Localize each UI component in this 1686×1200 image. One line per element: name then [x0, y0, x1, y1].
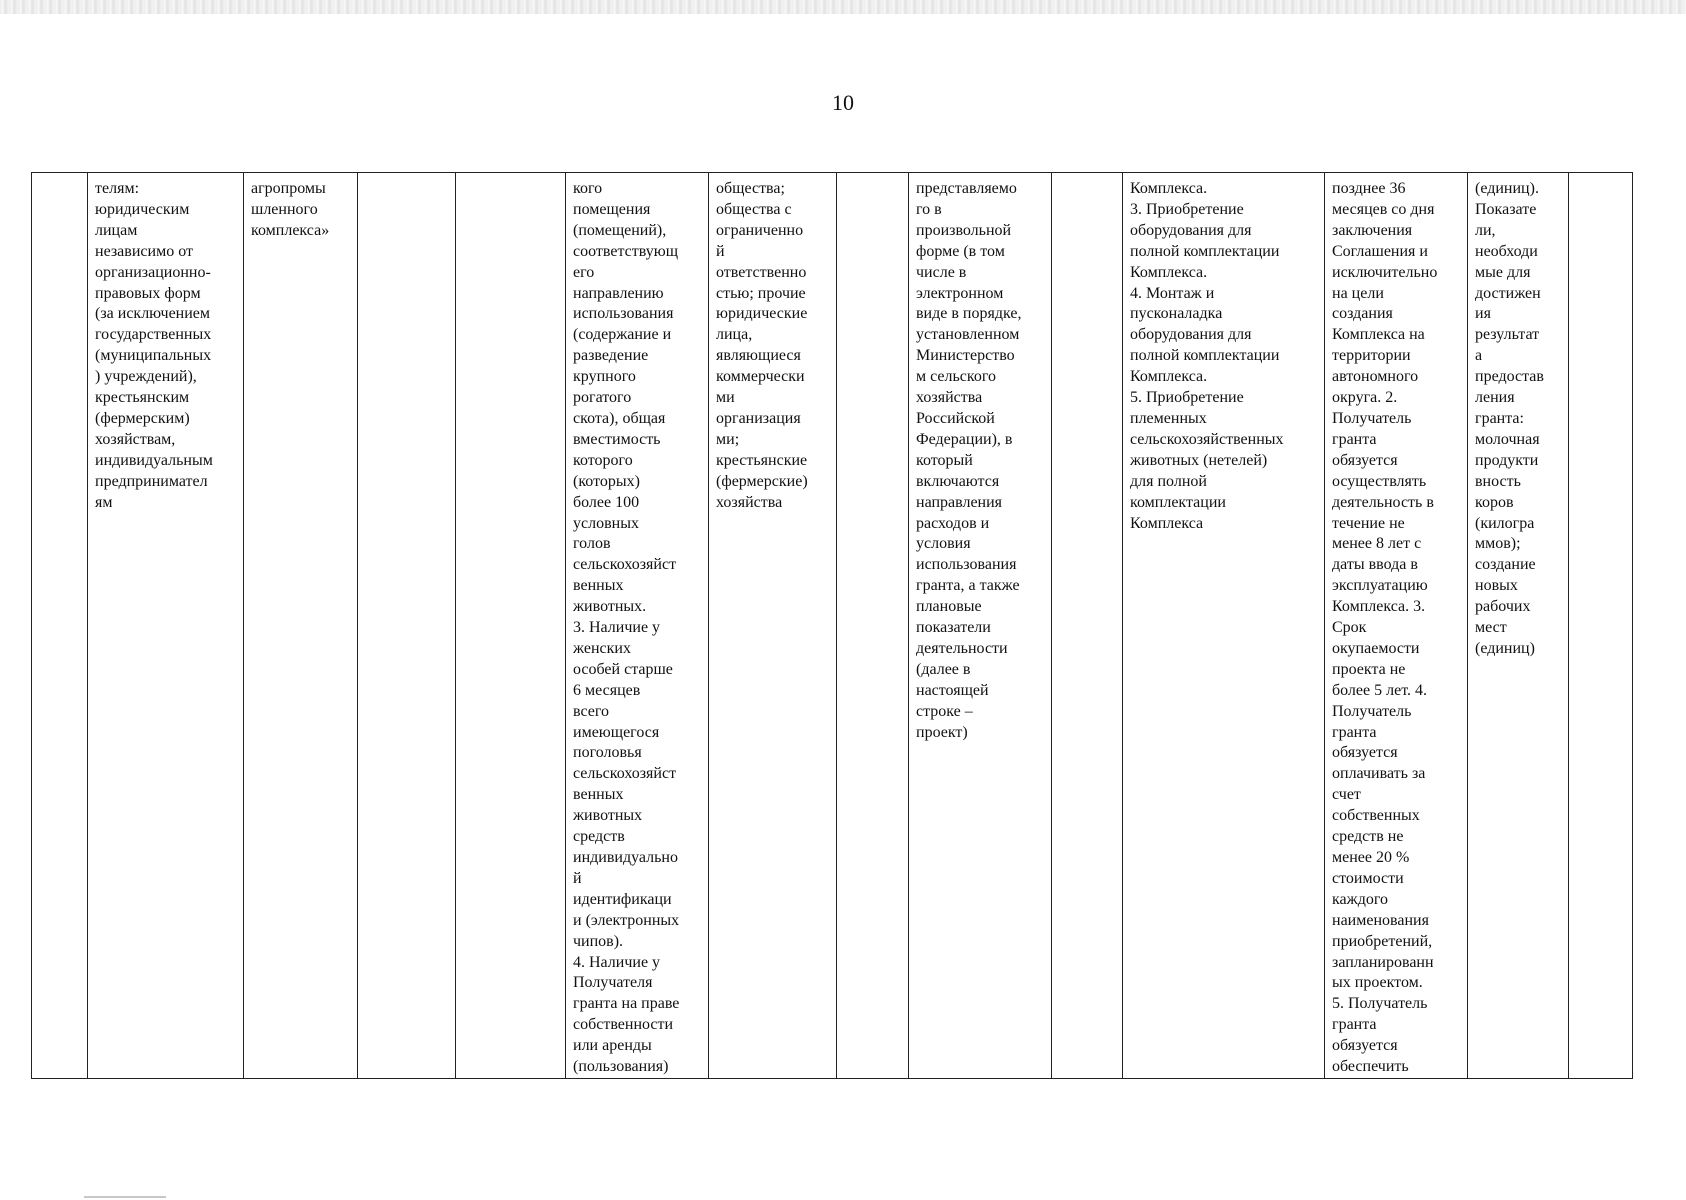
table-cell-col-5 [456, 173, 566, 1079]
table-cell-col-1 [32, 173, 88, 1079]
scan-bottom-mark [84, 1196, 166, 1198]
table-cell-col-4 [358, 173, 456, 1079]
table-cell-grant-conditions: позднее 36 месяцев со дня заключения Соглашения и исключительно на цели создания Комплекса на территории автономного округа. 2. Получатель гранта обязуется осуществлять деятельность в течение не менее 8 лет с даты ввода в эксплуатацию Комплекса. 3. Срок окупаемости проекта не более 5 лет. 4. Получатель гранта обязуется оплачивать за счет собственных средств не менее 20 % стоимости каждого наименования приобретений, запланированн ых проектом. 5. Получатель гранта обязуется обеспечить [1325, 173, 1468, 1079]
table-cell-legal-forms: общества; общества с ограниченно й ответственно стью; прочие юридические лица, являющиеся коммерчески ми организация ми; крестьянские (фермерские) хозяйства [709, 173, 837, 1079]
page-number: 10 [832, 90, 854, 115]
table-cell-col-10 [1052, 173, 1123, 1079]
table-cell-expense-directions: Комплекса. 3. Приобретение оборудования для полной комплектации Комплекса. 4. Монтаж и пусконаладка оборудования для полной комплектации Комплекса. 5. Приобретение племенных сельскохозяйственных животных (нетелей) для полной комплектации Комплекса [1123, 173, 1325, 1079]
table-cell-agro-complex: агропромы шленного комплекса» [244, 173, 358, 1079]
table-cell-recipients: телям: юридическим лицам независимо от организационно- правовых форм (за исключением государственных (муниципальных ) учреждений), крестьянским (фермерским) хозяйствам, индивидуальным предпринимател ям [88, 173, 244, 1079]
scan-top-edge [0, 0, 1686, 14]
table-cell-result-indicators: (единиц). Показате ли, необходи мые для достижен ия результат а предостав ления гранта: молочная продукти вность коров (килогра ммов); создание новых рабочих мест (единиц) [1468, 173, 1569, 1079]
table-cell-col-14 [1569, 173, 1633, 1079]
table-cell-premises-requirements: кого помещения (помещений), соответствующ его направлению использования (содержание и разведение крупного рогатого скота), общая вместимость которого (которых) более 100 условных голов сельскохозяйст венных животных. 3. Наличие у женских особей старше 6 месяцев всего имеющегося поголовья сельскохозяйст венных животных средств индивидуально й идентификаци и (электронных чипов). 4. Наличие у Получателя гранта на праве собственности или аренды (пользования) [566, 173, 709, 1079]
document-table [31, 172, 1633, 1079]
table-row [32, 173, 1633, 1079]
table-cell-col-8 [837, 173, 909, 1079]
table-cell-project-description: представляемо го в произвольной форме (в том числе в электронном виде в порядке, установленном Министерство м сельского хозяйства Российской Федерации), в который включаются направления расходов и условия использования гранта, а также плановые показатели деятельности (далее в настоящей строке – проект) [909, 173, 1052, 1079]
